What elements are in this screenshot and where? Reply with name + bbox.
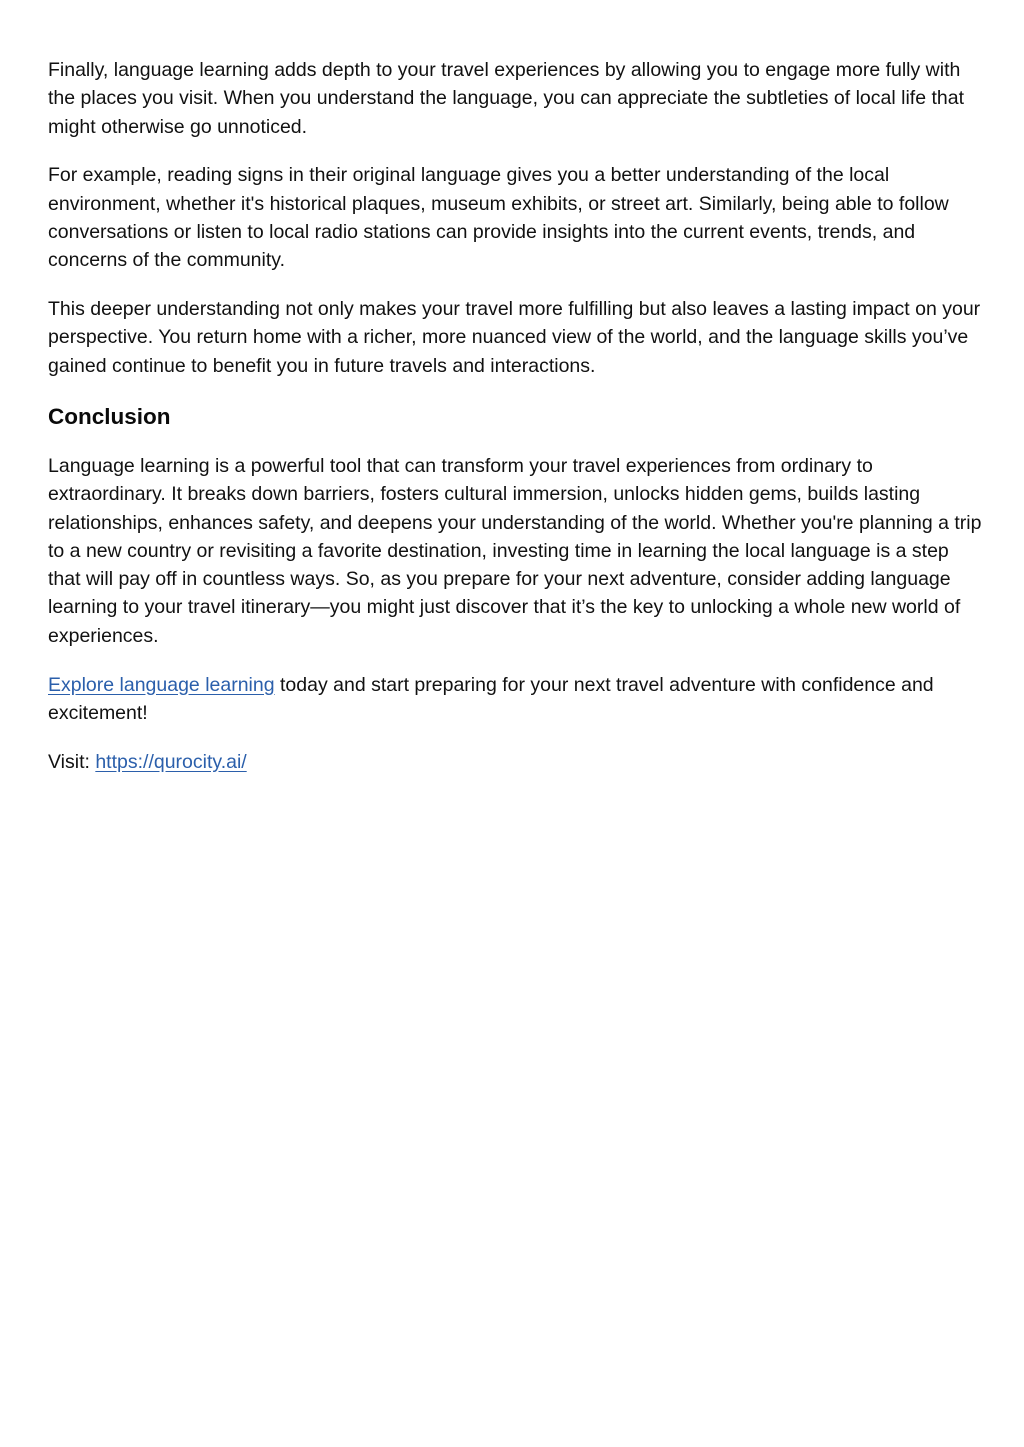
call-to-action-text: today and start preparing for your next travel adventure with confidence and excitement! [48,673,934,724]
visit-label: Visit: [48,750,96,773]
paragraph-reading-signs: For example, reading signs in their original language gives you a better understanding of the local environment, whether it's historical plaques, museum exhibits, or street art. Similarly, being able to follow conversations or listen to local radio stations can provide insights into the current events, trends, and concerns of the community. [48,164,949,272]
document-page [48,56,983,796]
qurocity-url-link[interactable]: https://qurocity.ai/ [95,750,247,773]
conclusion-heading: Conclusion [48,403,171,429]
paragraph-travel-depth: Finally, language learning adds depth to your travel experiences by allowing you to engage more fully with the places you visit. When you understand the language, you can appreciate the subtleties of local life that might otherwise go unnoticed. [48,59,964,138]
paragraph-deeper-understanding: This deeper understanding not only makes your travel more fulfilling but also leaves a lasting impact on your perspective. You return home with a richer, more nuanced view of the world, and the language skills you’ve gained continue to benefit you in future travels and interactions. [48,298,981,377]
explore-language-learning-link[interactable]: Explore language learning [48,673,275,696]
visit-line [48,748,983,776]
paragraph-conclusion: Language learning is a powerful tool that can transform your travel experiences from ordinary to extraordinary. It breaks down barriers, fosters cultural immersion, unlocks hidden gems, builds lasting relationships, enhances safety, and deepens your understanding of the world. Whether you're planning a trip to a new country or revisiting a favorite destination, investing time in learning the local language is a step that will pay off in countless ways. So, as you prepare for your next adventure, consider adding language learning to your travel itinerary—you might just discover that it’s the key to unlocking a whole new world of experiences. [48,454,982,647]
call-to-action [48,671,983,728]
